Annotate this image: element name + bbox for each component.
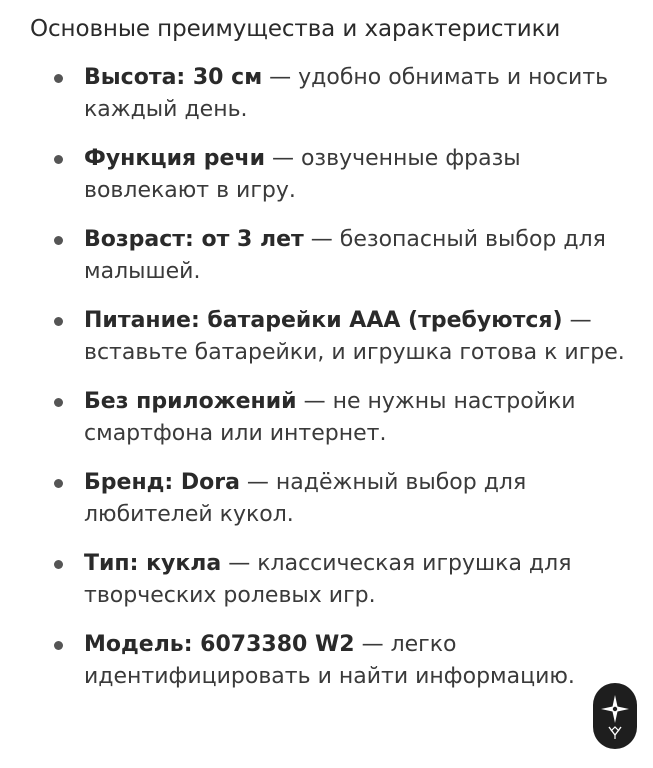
bullet-icon xyxy=(54,155,63,164)
feature-item-power xyxy=(0,305,653,369)
feature-key: Модель: 6073380 W2 xyxy=(84,632,355,657)
bullet-icon xyxy=(54,74,63,83)
feature-item-height xyxy=(0,62,653,126)
feature-text: — не нужны настройки смартфона или интернет. xyxy=(84,389,576,446)
feature-text: — классическая игрушка для творческих ролевых игр. xyxy=(84,551,572,608)
feature-key: Бренд: Dora xyxy=(84,470,240,495)
feature-text: — легко идентифицировать и найти информацию. xyxy=(84,632,575,689)
bullet-icon xyxy=(54,236,63,245)
sparkle-logo-icon xyxy=(598,689,632,743)
feature-item-type xyxy=(0,548,653,612)
bullet-icon xyxy=(54,398,63,407)
feature-item-speech xyxy=(0,143,653,207)
feature-item-brand xyxy=(0,467,653,531)
feature-item-model xyxy=(0,629,653,693)
bullet-icon xyxy=(54,479,63,488)
feature-text: — надёжный выбор для любителей кукол. xyxy=(84,470,527,527)
section-heading: Основные преимущества и характеристики xyxy=(30,16,561,42)
feature-key: Возраст: от 3 лет xyxy=(84,227,304,252)
feature-text: — удобно обнимать и носить каждый день. xyxy=(84,65,609,122)
feature-item-age xyxy=(0,224,653,288)
feature-key: Тип: кукла xyxy=(84,551,222,576)
feature-item-no-apps xyxy=(0,386,653,450)
bullet-icon xyxy=(54,560,63,569)
bullet-icon xyxy=(54,317,63,326)
feature-key: Без приложений xyxy=(84,389,297,414)
feature-text: — вставьте батарейки, и игрушка готова к игре. xyxy=(84,308,625,365)
features-list xyxy=(0,62,653,710)
app-badge[interactable] xyxy=(593,683,637,749)
feature-key: Питание: батарейки AAA (требуются) xyxy=(84,308,563,333)
feature-text: — безопасный выбор для малышей. xyxy=(84,227,606,284)
bullet-icon xyxy=(54,641,63,650)
feature-key: Функция речи xyxy=(84,146,265,171)
feature-text: — озвученные фразы вовлекают в игру. xyxy=(84,146,521,203)
feature-key: Высота: 30 см xyxy=(84,65,263,90)
